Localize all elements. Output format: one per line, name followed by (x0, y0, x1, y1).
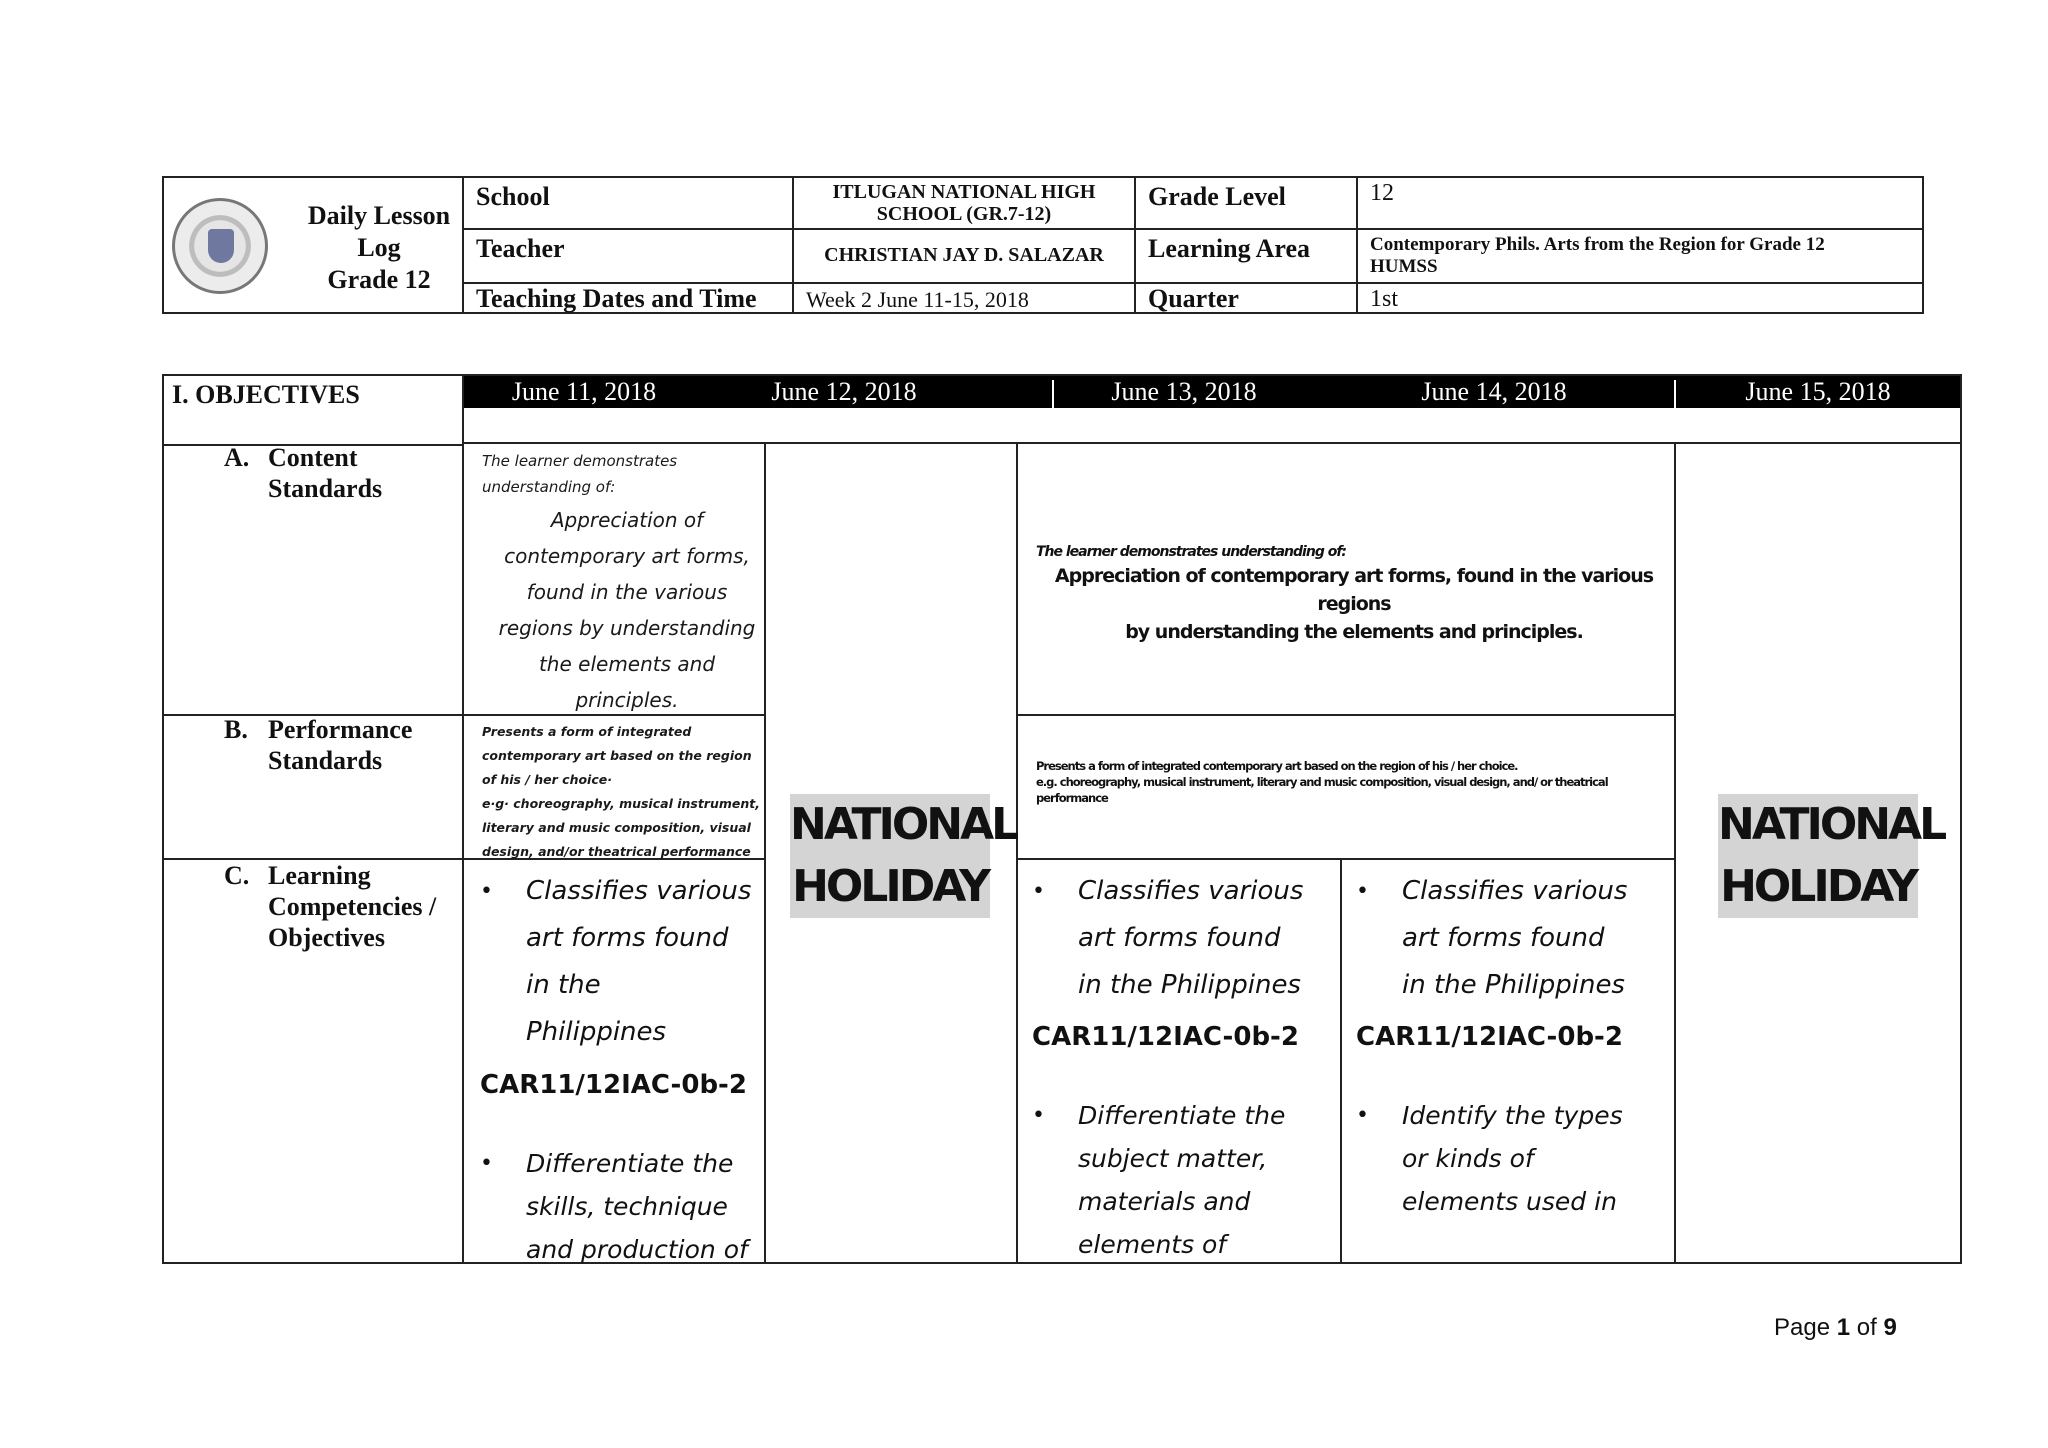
teaching-dates-label: Teaching Dates and Time (464, 284, 794, 314)
text-line: Presents a form of integrated contemporary art based on the region of his / her choice. (1036, 759, 1518, 773)
school-label: School (464, 178, 794, 230)
bullet-icon: • (1356, 1103, 1369, 1128)
text-line: design, and/or theatrical performance (482, 844, 751, 859)
teacher-value: CHRISTIAN JAY D. SALAZAR (794, 230, 1136, 284)
date-day1: June 11, 2018 (511, 377, 657, 406)
logo-title-cell (164, 178, 464, 312)
day3-4-performance-standards (1036, 758, 1676, 806)
text-line: materials and (1078, 1187, 1251, 1216)
holiday-line: NATIONAL (790, 799, 1017, 850)
text-line: Appreciation of (550, 508, 704, 532)
date-day4: June 14, 2018 (1421, 377, 1567, 406)
text-line: found in the various (526, 580, 728, 604)
day3-competency-2 (1032, 1094, 1334, 1266)
learning-area-line: Contemporary Phils. Arts from the Region for Grade 12 (1370, 234, 1825, 255)
text-line: Appreciation of contemporary art forms, found in the various regions (1054, 565, 1654, 615)
text-line: by understanding the elements and principles. (1125, 621, 1583, 643)
text-line: art forms found (526, 923, 729, 953)
text-line: The learner demonstrates (482, 452, 678, 470)
day3-competency-1 (1032, 868, 1332, 1009)
text-line: the elements and (538, 652, 716, 676)
text-line: and production of (526, 1235, 748, 1264)
objectives-heading: I. OBJECTIVES (172, 380, 360, 409)
grid-line (1018, 858, 1676, 860)
text-line: contemporary art based on the region (482, 748, 752, 763)
bullet-icon: • (1032, 1103, 1045, 1128)
date-day5: June 15, 2018 (1745, 377, 1891, 406)
day1-performance-standards (482, 720, 774, 864)
grid-line (1016, 444, 1018, 1262)
day4-competency-code: CAR11/12IAC-0b-2 (1356, 1022, 1623, 1052)
grade-level-label: Grade Level (1136, 178, 1358, 230)
lesson-log-header-table (162, 176, 1924, 314)
day2-national-holiday (790, 794, 1017, 918)
date-day2: June 12, 2018 (771, 377, 917, 406)
text-line: Differentiate the (1078, 1101, 1286, 1130)
day5-national-holiday (1718, 794, 1945, 918)
grid-line (464, 442, 1960, 444)
row-label-line: Objectives (268, 923, 385, 952)
dates-header-bar (464, 376, 1960, 408)
title-line: Grade 12 (327, 265, 431, 294)
text-line: of his / her choice· (482, 772, 612, 787)
text-line: e.g. choreography, musical instrument, literary and music composition, visual design, and/ or theatrical (1036, 775, 1608, 789)
quarter-label: Quarter (1136, 284, 1358, 314)
text-line: e·g· choreography, musical instrument, (482, 796, 760, 811)
learning-area-label: Learning Area (1136, 230, 1358, 284)
text-line: or kinds of (1402, 1144, 1534, 1173)
teacher-label: Teacher (464, 230, 794, 284)
learning-area-line: HUMSS (1370, 256, 1438, 277)
holiday-line: HOLIDAY (1720, 861, 1916, 912)
page-current: 1 (1836, 1314, 1851, 1341)
row-label-content-standards (224, 442, 382, 504)
bullet-icon: • (1356, 879, 1369, 904)
date-day3: June 13, 2018 (1111, 377, 1257, 406)
day1-content-intro (482, 448, 772, 500)
daily-lesson-log-title (294, 200, 464, 296)
text-line: performance (1036, 791, 1108, 805)
text-line: elements of (1078, 1230, 1227, 1259)
row-label-line: Competencies / (268, 892, 437, 921)
page-number (1774, 1314, 1897, 1342)
page-total: 9 (1883, 1314, 1897, 1341)
day1-content-body (482, 502, 772, 718)
objectives-table (162, 374, 1962, 1264)
text-line: Presents a form of integrated (482, 724, 692, 739)
row-label-learning-competencies (224, 860, 436, 953)
school-value-line: ITLUGAN NATIONAL HIGH (832, 181, 1096, 203)
row-label-line: Learning (268, 861, 371, 890)
text-line: subject matter, (1078, 1144, 1268, 1173)
text-line: Classifies various (1402, 876, 1628, 906)
row-letter: A. (224, 443, 250, 472)
bullet-icon: • (480, 879, 493, 904)
day4-competency-1 (1356, 868, 1666, 1009)
text-line: Identify the types (1402, 1101, 1623, 1130)
bullet-icon: • (1032, 879, 1045, 904)
holiday-line: HOLIDAY (792, 861, 988, 912)
grid-line (462, 376, 464, 1262)
day3-4-content-body (1024, 562, 1684, 646)
holiday-line: NATIONAL (1718, 799, 1945, 850)
page-prefix: Page (1774, 1314, 1837, 1341)
day1-competency-code: CAR11/12IAC-0b-2 (480, 1070, 747, 1100)
row-letter: B. (224, 715, 248, 744)
title-line: Daily Lesson (307, 201, 451, 230)
text-line: Classifies various (1078, 876, 1304, 906)
text-line: elements used in (1402, 1187, 1617, 1216)
text-line: Philippines (526, 1017, 667, 1047)
day3-competency-code: CAR11/12IAC-0b-2 (1032, 1022, 1299, 1052)
text-line: art forms found (1402, 923, 1605, 953)
school-value-line: SCHOOL (GR.7-12) (876, 203, 1052, 225)
text-line: regions by understanding (498, 616, 756, 640)
page-of: of (1850, 1314, 1884, 1341)
bullet-icon: • (480, 1151, 493, 1176)
text-line: Classifies various (526, 876, 752, 906)
row-label-line: Performance (268, 715, 413, 744)
text-line: art forms found (1078, 923, 1281, 953)
row-label-line: Standards (268, 746, 383, 775)
day1-competency-2 (480, 1142, 760, 1271)
deped-seal-logo (172, 198, 268, 294)
row-letter: C. (224, 861, 250, 890)
row-label-performance-standards (224, 714, 412, 776)
row-label-line: Standards (268, 474, 383, 503)
text-line: in the Philippines (1402, 970, 1625, 1000)
learning-area-value (1358, 230, 1922, 284)
day1-competency-1 (480, 868, 760, 1056)
quarter-value: 1st (1370, 286, 1399, 312)
school-value (794, 178, 1136, 230)
text-line: understanding of: (482, 478, 616, 496)
day3-4-content-intro: The learner demonstrates understanding of: (1036, 544, 1347, 560)
text-line: in the (526, 970, 601, 1000)
title-line: Log (357, 233, 401, 262)
text-line: skills, technique (526, 1192, 728, 1221)
text-line: literary and music composition, visual (482, 820, 751, 835)
text-line: contemporary art forms, (504, 544, 750, 568)
text-line: principles. (575, 688, 679, 712)
teaching-dates-value: Week 2 June 11-15, 2018 (794, 284, 1136, 314)
day4-competency-2 (1356, 1094, 1668, 1223)
grade-level-value: 12 (1358, 178, 1922, 230)
grid-line (1340, 858, 1342, 1262)
text-line: in the Philippines (1078, 970, 1301, 1000)
text-line: Differentiate the (526, 1149, 734, 1178)
grid-line (1018, 714, 1676, 716)
row-label-line: Content (268, 443, 358, 472)
